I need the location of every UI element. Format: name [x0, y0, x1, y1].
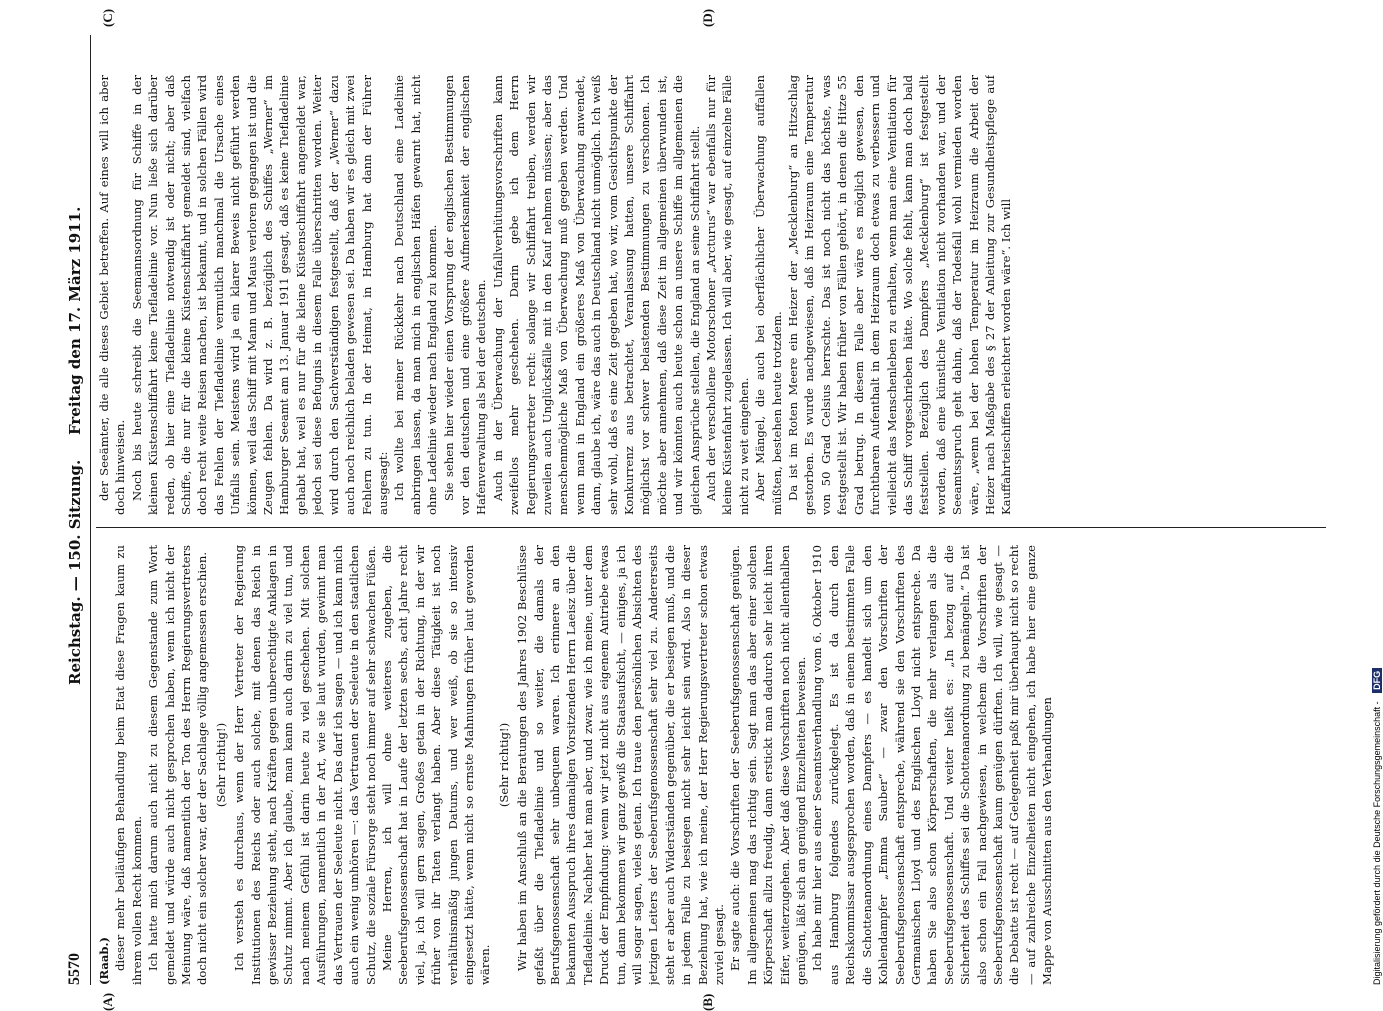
- right-column: [96, 75, 1326, 515]
- paragraph: der Seeämter, die alle dieses Gebiet betreffen. Auf eines will ich aber doch hinweisen.: [97, 75, 128, 515]
- session-title: Reichstag. — 150. Sitzung.: [66, 459, 84, 685]
- quotation: Ich wollte bei meiner Rückkehr nach Deutschland eine Ladelinie anbringen lassen, da man mich in englischen Häfen gewarnt hat, nicht ohne Ladelinie wieder nach England zu kommen.: [392, 75, 440, 515]
- digitization-credit: [1372, 5, 1382, 985]
- paragraph: Auch in der Überwachung der Unfallverhütungsvorschriften kann zweifellos mehr geschehen. Darin gebe ich dem Herrn Regierungsvertreter recht: solange wir Schiffahrt treiben, werden wir zuweilen auch Unglücksfälle mit in den Kauf nehmen müssen; aber das menschenmögliche Maß von Überwachung muß gegeben werden. Und wenn man in England ein größeres Maß von Überwachung anwendet, dann, glaube ich, wäre das auch in Deutschland nicht unmöglich. Ich weiß sehr wohl, daß es eine Zeit gegeben hat, wo wir, vom Gesichtspunkte der Konkurrenz aus betrachtet, Veranlassung hatten, unsere Schiffahrt möglichst vor schwer belastenden Bestimmungen zu verschonen. Ich möchte aber annehmen, daß diese Zeit im allgemeinen überwunden ist, und wir könnten auch heute schon an unsere Schiffe im allgemeinen die gleichen Ansprüche stellen, die England an seine Schiffahrt stellt.: [490, 75, 702, 515]
- paragraph: Auch der verschollene Motorschoner „Arcturus“ war ebenfalls nur für kleine Küstenfahrt zugelassen. Ich will aber, wie gesagt, auf einzelne Fälle nicht zu weit eingehen.: [704, 75, 751, 515]
- interjection: (Sehr richtig!): [213, 722, 228, 808]
- margin-mark-d: (D): [700, 8, 715, 27]
- paragraph: dieser mehr beiläufigen Behandlung beim Etat diese Fragen kaum zu ihrem vollen Recht kommen.: [113, 545, 144, 985]
- header-rule: [90, 35, 91, 985]
- session-date: Freitag den 17. März 1911.: [66, 206, 84, 435]
- page-number: 5570: [66, 953, 83, 985]
- page-header: [60, 35, 90, 985]
- paragraph: Sie sehen hier wieder einen Vorsprung der englischen Bestimmungen vor den deutschen und eine größere Aufmerksamkeit der englischen Hafenverwaltung als bei der deutschen.: [441, 75, 489, 515]
- paragraph: Ich habe mir hier aus einer Seeamtsverhandlung vom 6. Oktober 1910 aus Hamburg folgendes zurückgelegt. Es ist da durch den Reichskommissar ausgesprochen worden, daß in einem bestimmten Falle die Schottenanordnung eines Dampfers — es handelt sich um den Kohlendampfer „Emma Sauber“ — zwar den Vorschriften der Seeberufsgenossenschaft entspreche, während sie den Vorschriften des Germanischen Lloyd und des Englischen Lloyd nicht entspreche. Da haben Sie also schon Körperschaften, die mehr verlangen als die Seeberufsgenossenschaft. Und weiter heißt es: „In bezug auf die Sicherheit des Schiffes sei die Schottenanordnung zu bemängeln.“ Da ist also schon ein Fall nachgewiesen, in welchem die Vorschriften der Seeberufsgenossenschaft kaum genügen dürften. Ich will, wie gesagt — die Debatte ist recht — auf Gelegenheit paßt mir überhaupt nicht so recht — auf zahlreiche Einzelheiten nicht eingehen, ich habe hier eine ganze Mappe von Ausschnitten aus den Verhandlungen: [810, 545, 1055, 985]
- paragraph: Meine Herren, ich will ohne weiteres zugeben, die Seeberufsgenossenschaft hat in Laufe der letzten sechs, acht Jahre recht viel, ja, ich will gern sagen, Großes getan in der Richtung, in der wir früher von ihr Taten verlangt haben. Aber diese Tätigkeit ist noch verhältnismäßig jungen Datums, und wer weiß, ob sie so intensiv eingesetzt hätte, wenn nicht so ernste Mahnungen früher laut geworden wären.: [379, 545, 493, 985]
- paragraph: Ich hatte mich darum auch nicht zu diesem Gegenstande zum Wort gemeldet und würde auch nicht gesprochen haben, wenn ich nicht der Meinung wäre, daß namentlich der Ton des Herrn Regierungsvertreters doch nicht ein solcher war, der der Sachlage völlig angemessen erschien.: [146, 545, 210, 985]
- margin-mark-a: (A): [100, 992, 115, 1011]
- column-divider: [96, 527, 1326, 528]
- paragraph: Er sagte auch: die Vorschriften der Seeberufsgenossenschaft genügen. Im allgemeinen mag das richtig sein. Sagt man das aber einer solchen Körperschaft allzu freudig, dann erstickt man dadurch sehr leicht ihren Eifer, weiterzugehen. Aber daß diese Vorschriften noch nicht allenthalben genügen, läßt sich an genügend Einzelheiten beweisen.: [728, 545, 809, 985]
- paragraph: Noch bis heute schreibt die Seemannsordnung für Schiffe in der kleinen Küstenschiffahrt keine Tiefladelinie vor. Nun ließe sich darüber reden, ob hier eine Tiefladelinie notwendig ist oder nicht; aber daß Schiffe, die nur für die kleine Küstenschiffahrt gemeldet sind, vielfach doch recht weite Reisen machen, ist bekannt, und in solchen Fällen wird das Fehlen der Tiefladelinie vermutlich manchmal die Ursache eines Unfalls sein. Meistens wird ja ein klarer Beweis nicht geführt werden können, weil das Schiff mit Mann und Maus verloren gegangen ist und die Zeugen fehlen. Da wird z. B. bezüglich des Schiffes „Werner“ im Hamburger Seeamt am 13. Januar 1911 gesagt, daß es keine Tiefladelinie gehabt hat, weil es nur für die kleine Küstenschiffahrt angemeldet war, jedoch sei diese Befugnis in diesem Falle überschritten worden. Weiter wird durch den Sachverständigen festgestellt, daß der „Werner“ dazu auch noch reichlich beladen gewesen sei. Da haben wir es gleich mit zwei Fehlern zu tun. In der Heimat, in Hamburg hat dann der Führer ausgesagt:: [129, 75, 390, 515]
- credit-text: Digitalisierung gefördert durch die Deutsche Forschungsgemeinschaft -: [1372, 701, 1382, 985]
- margin-mark-c: (C): [100, 8, 115, 27]
- speaker-mark: (Raab.): [97, 936, 111, 985]
- left-column: [96, 545, 1326, 985]
- paragraph: Ich versteh es durchaus, wenn der Herr Vertreter der Regierung Institutionen des Reichs oder auch solche, mit denen das Reich in gewisser Beziehung steht, nach Kräften gegen unberechtigte Anklagen in Schutz nimmt. Aber ich glaube, man kann auch darin zu viel tun, und nach meinem Gefühl ist darin heute zu viel geschehen. Mit solchen Ausführungen, namentlich in der Art, wie sie laut wurden, gewinnt man das Vertrauen der Seeleute nicht. Das darf ich sagen — und ich kann mich auch ein wenig umhören —: das Vertrauen der Seeleute in den staatlichen Schutz, die soziale Fürsorge steht noch immer auf sehr schwachen Füßen.: [232, 545, 378, 985]
- margin-mark-b: (B): [700, 993, 715, 1011]
- paragraph: Da ist im Roten Meere ein Heizer der „Mecklenburg“ an Hitzschlag gestorben. Es wurde nachgewiesen, daß im Heizraum eine Temperatur von 50 Grad Celsius herrschte. Das ist noch nicht das höchste, was festgestellt ist. Wir haben früher von Fällen gehört, in denen die Hitze 55 Grad betrug. In diesem Falle aber wäre es möglich gewesen, den furchtbaren Aufenthalt in dem Heizraum doch etwas zu verbessern und vielleicht das Menschenleben zu erhalten, wenn man eine Ventilation für das Schiff vorgeschrieben hätte. Wo solche fehlt, kann man doch bald feststellen. Bezüglich des Dampfers „Mecklenburg“ ist festgestellt worden, daß eine künstliche Ventilation nicht vorhanden war, und der Seeamtsspruch geht dahin, daß der Todesfall wohl vermieden worden wäre, „wenn bei der hohen Temperatur im Heizraum die Arbeit der Heizer nach Maßgabe des § 27 der Anleitung zur Gesundheitspflege auf Kauffahrteischiffen erleichtert worden wäre“. Ich will: [786, 75, 1014, 515]
- rotated-page: [60, 8, 1340, 1011]
- paragraph: Wir haben im Anschluß an die Beratungen des Jahres 1902 Beschlüsse gefaßt über die Tiefladelinie und so weiter, die damals der Berufsgenossenschaft sehr unbequem waren. Ich erinnere an den bekannten Ausspruch ihres damaligen Vorsitzenden Herrn Laeisz über die Tiefladelinie. Nachher hat man aber, und zwar, wie ich meine, unter dem Druck der Empfindung: wenn wir jetzt nicht aus eigenem Antriebe etwas tun, dann bekommen wir ganz gewiß die Staatsaufsicht, — einiges, ja ich will sogar sagen, vieles getan. Ich traue den persönlichen Absichten des jetzigen Leiters der Seeberufsgenossenschaft sehr viel zu. Andererseits steht er aber auch Widerständen gegenüber, die er besiegen muß, und die in jedem Falle zu besiegen nicht sehr leicht sein wird. Also in dieser Beziehung hat, wie ich meine, der Herr Regierungsvertreter schon etwas zuviel gesagt.: [515, 545, 727, 985]
- dfg-logo: DFG: [1372, 668, 1382, 693]
- paragraph: Aber Mängel, die auch bei oberflächlicher Überwachung auffallen müßten, bestehen heute trotzdem.: [753, 75, 784, 515]
- interjection: (Sehr richtig!): [496, 722, 511, 808]
